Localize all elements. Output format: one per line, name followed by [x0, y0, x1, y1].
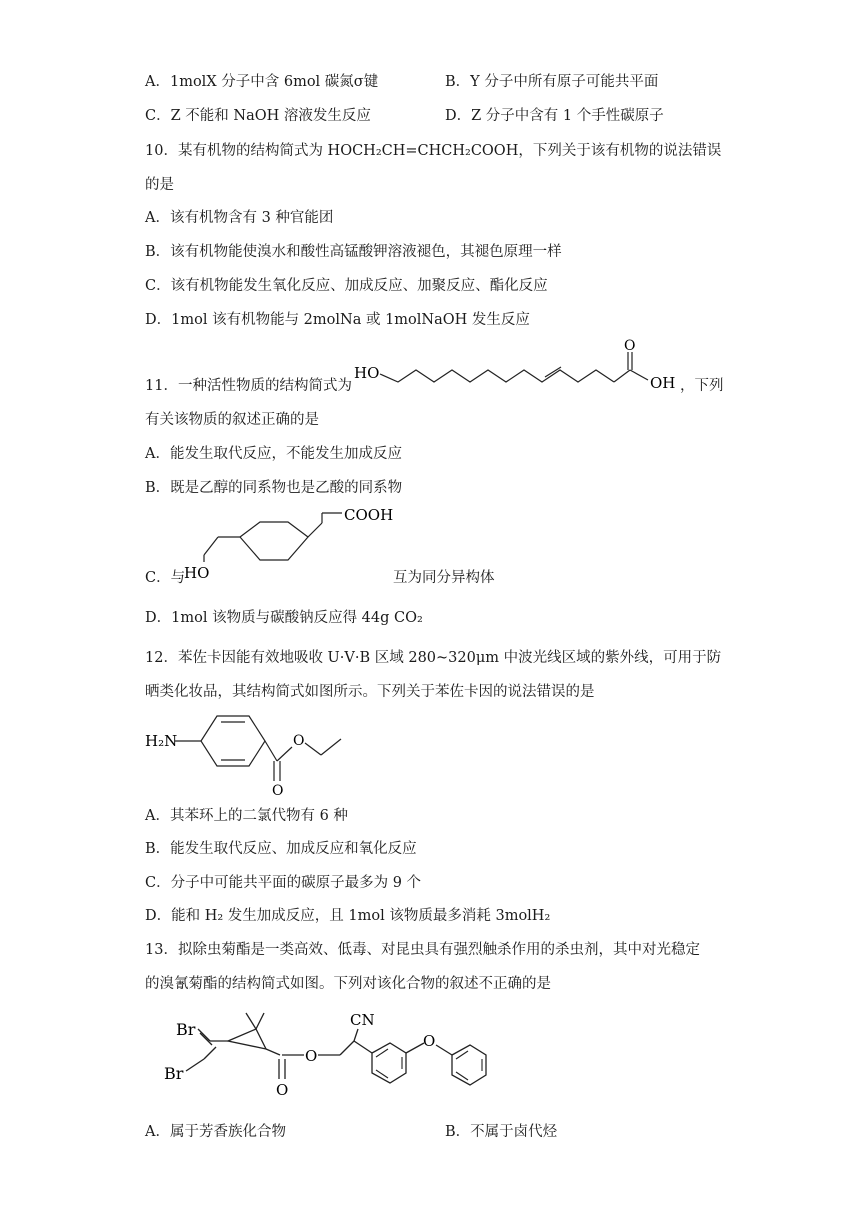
- q11-carbon-chain: [380, 370, 614, 382]
- q12-label-o-carbonyl: O: [272, 783, 284, 799]
- q13-stem-line1: 13．拟除虫菊酯是一类高效、低毒、对昆虫具有强烈触杀作用的杀虫剂，其中对光稳定: [145, 942, 700, 958]
- q11-stem-line2: 有关该物质的叙述正确的是: [145, 412, 319, 428]
- q11-label-o: O: [624, 338, 636, 354]
- q11-double-bond: [545, 367, 561, 377]
- q10-option-d: D．1mol 该有机物能与 2molNa 或 1molNaOH 发生反应: [145, 312, 530, 328]
- q9-option-a: A．1molX 分子中含 6mol 碳氮σ键: [145, 74, 379, 90]
- q12-option-a: A．其苯环上的二氯代物有 6 种: [145, 808, 348, 824]
- q12-structure-diagram: [145, 703, 365, 803]
- q10-option-b: B．该有机物能使溴水和酸性高锰酸钾溶液褪色，其褪色原理一样: [145, 244, 562, 260]
- q9-option-b: B．Y 分子中所有原子可能共平面: [445, 74, 659, 90]
- q13-option-a: A．属于芳香族化合物: [145, 1124, 286, 1140]
- q11-label-oh: OH: [650, 374, 676, 392]
- q10-stem-line1: 10．某有机物的结构简式为 HOCH₂CH=CHCH₂COOH，下列关于该有机物的说法错误: [145, 143, 722, 159]
- q11-option-b: B．既是乙醇的同系物也是乙酸的同系物: [145, 480, 403, 496]
- q13-benzene-ring-1: [372, 1043, 406, 1083]
- q11-option-c-prefix: C．与: [145, 570, 186, 586]
- q13-label-o-ester: O: [305, 1047, 318, 1065]
- q12-label-o-ester: O: [293, 733, 305, 749]
- q11-option-a: A．能发生取代反应，不能发生加成反应: [145, 446, 402, 462]
- q11-option-c-structure: [180, 500, 410, 590]
- q10-stem-line2: 的是: [145, 177, 174, 193]
- q11-c-label-cooh: COOH: [344, 506, 394, 524]
- q10-option-a: A．该有机物含有 3 种官能团: [145, 210, 334, 226]
- q9-option-c: C．Z 不能和 NaOH 溶液发生反应: [145, 108, 371, 124]
- q13-cyclopropane-ring: [228, 1029, 266, 1049]
- q11-stem-prefix: 11．一种活性物质的结构简式为: [145, 378, 352, 394]
- q13-label-br2: Br: [164, 1064, 184, 1083]
- q9-option-d: D．Z 分子中含有 1 个手性碳原子: [445, 108, 664, 124]
- q13-label-o-ether: O: [423, 1032, 436, 1050]
- q11-option-c-suffix: 互为同分异构体: [393, 570, 495, 586]
- q11-stem-suffix: ，下列: [680, 378, 724, 394]
- q13-stem-line2: 的溴氰菊酯的结构简式如图。下列对该化合物的叙述不正确的是: [145, 976, 551, 992]
- q12-stem-line1: 12．苯佐卡因能有效地吸收 U·V·B 区域 280~320μm 中波光线区域的紫外线，可用于防: [145, 650, 722, 666]
- q11-c-label-ho: HO: [184, 564, 210, 582]
- q12-stem-line2: 晒类化妆品，其结构简式如图所示。下列关于苯佐卡因的说法错误的是: [145, 684, 595, 700]
- q11-label-ho: HO: [354, 364, 380, 382]
- q12-option-b: B．能发生取代反应、加成反应和氧化反应: [145, 841, 417, 857]
- q12-option-c: C．分子中可能共平面的碳原子最多为 9 个: [145, 875, 422, 891]
- q13-option-b: B．不属于卤代烃: [445, 1124, 558, 1140]
- q13-label-o-carbonyl: O: [276, 1081, 289, 1099]
- q11-option-d: D．1mol 该物质与碳酸钠反应得 44g CO₂: [145, 610, 423, 626]
- q12-benzene-ring: [201, 716, 265, 766]
- q11-cyclohexane-ring: [240, 522, 308, 560]
- q12-label-h2n: H₂N: [145, 732, 178, 750]
- q13-structure-diagram: [160, 1003, 520, 1111]
- q13-benzene-ring-2: [452, 1045, 486, 1085]
- q13-label-br1: Br: [176, 1020, 196, 1039]
- q13-label-cn: CN: [350, 1011, 375, 1029]
- q10-option-c: C．该有机物能发生氧化反应、加成反应、加聚反应、酯化反应: [145, 278, 548, 294]
- q11-structure-diagram: [352, 338, 682, 398]
- q12-option-d: D．能和 H₂ 发生加成反应，且 1mol 该物质最多消耗 3molH₂: [145, 908, 551, 924]
